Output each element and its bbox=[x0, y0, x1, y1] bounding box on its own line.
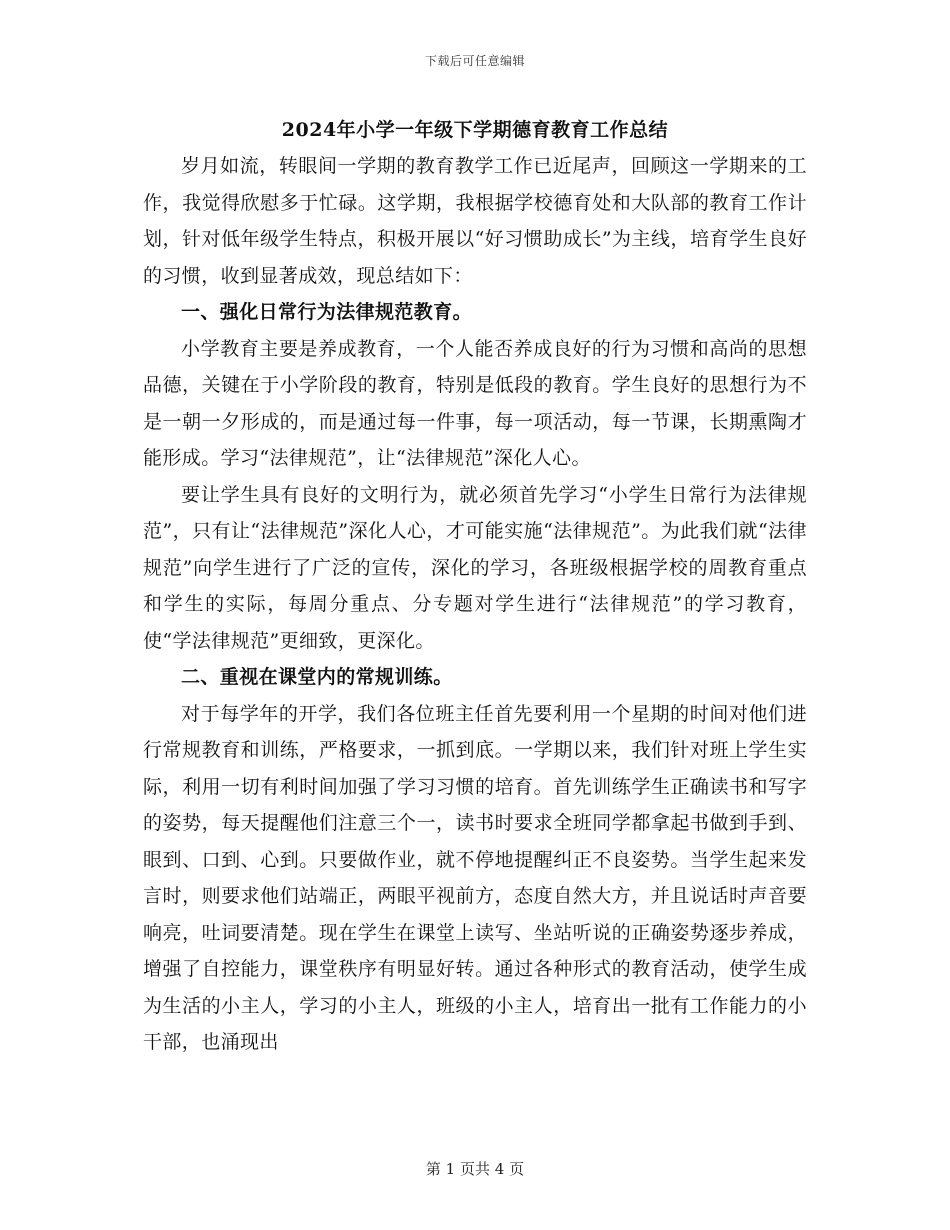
document-body bbox=[143, 112, 807, 1061]
section-heading-1: 一、强化日常行为法律规范教育。 bbox=[181, 301, 473, 323]
paragraph-section1-b: 要让学生具有良好的文明行为，就必须首先学习“小学生日常行为法律规范”，只有让“法律规范”深化人心，才可能实施“法律规范”。为此我们就“法律规范”向学生进行了广泛的宣传，深化的学习，各班级根据学校的周教育重点和学生的实际，每周分重点、分专题对学生进行“法律规范”的学习教育，使“学法律规范”更细致，更深化。 bbox=[143, 483, 807, 652]
paragraph-intro: 岁月如流，转眼间一学期的教育教学工作已近尾声，回顾这一学期来的工作，我觉得欣慰多于忙碌。这学期，我根据学校德育处和大队部的教育工作计划，针对低年级学生特点，积极开展以“好习惯助成长”为主线，培育学生良好的习惯，收到显著成效，现总结如下： bbox=[143, 155, 807, 287]
section-heading-2: 二、重视在课堂内的常规训练。 bbox=[181, 666, 453, 688]
document-title: 2024年小学一年级下学期德育教育工作总结 bbox=[281, 119, 669, 141]
paragraph-section1-a: 小学教育主要是养成教育，一个人能否养成良好的行为习惯和高尚的思想品德，关键在于小学阶段的教育，特别是低段的教育。学生良好的思想行为不是一朝一夕形成的，而是通过每一件事，每一项活动，每一节课，长期熏陶才能形成。学习“法律规范”，让“法律规范”深化人心。 bbox=[143, 337, 807, 469]
page-number-footer: 第 1 页共 4 页 bbox=[425, 1160, 525, 1178]
paragraph-section2-a: 对于每学年的开学，我们各位班主任首先要利用一个星期的时间对他们进行常规教育和训练，严格要求，一抓到底。一学期以来，我们针对班上学生实际，利用一切有利时间加强了学习习惯的培育。首先训练学生正确读书和写字的姿势，每天提醒他们注意三个一，读书时要求全班同学都拿起书做到手到、眼到、口到、心到。只要做作业，就不停地提醒纠正不良姿势。当学生起来发言时，则要求他们站端正，两眼平视前方，态度自然大方，并且说话时声音要响亮，吐词要清楚。现在学生在课堂上读写、坐站听说的正确姿势逐步养成，增强了自控能力，课堂秩序有明显好转。通过各种形式的教育活动，使学生成为生活的小主人，学习的小主人，班级的小主人，培育出一批有工作能力的小干部，也涌现出 bbox=[143, 702, 807, 1053]
page-header-note: 下载后可任意编辑 bbox=[424, 54, 525, 68]
